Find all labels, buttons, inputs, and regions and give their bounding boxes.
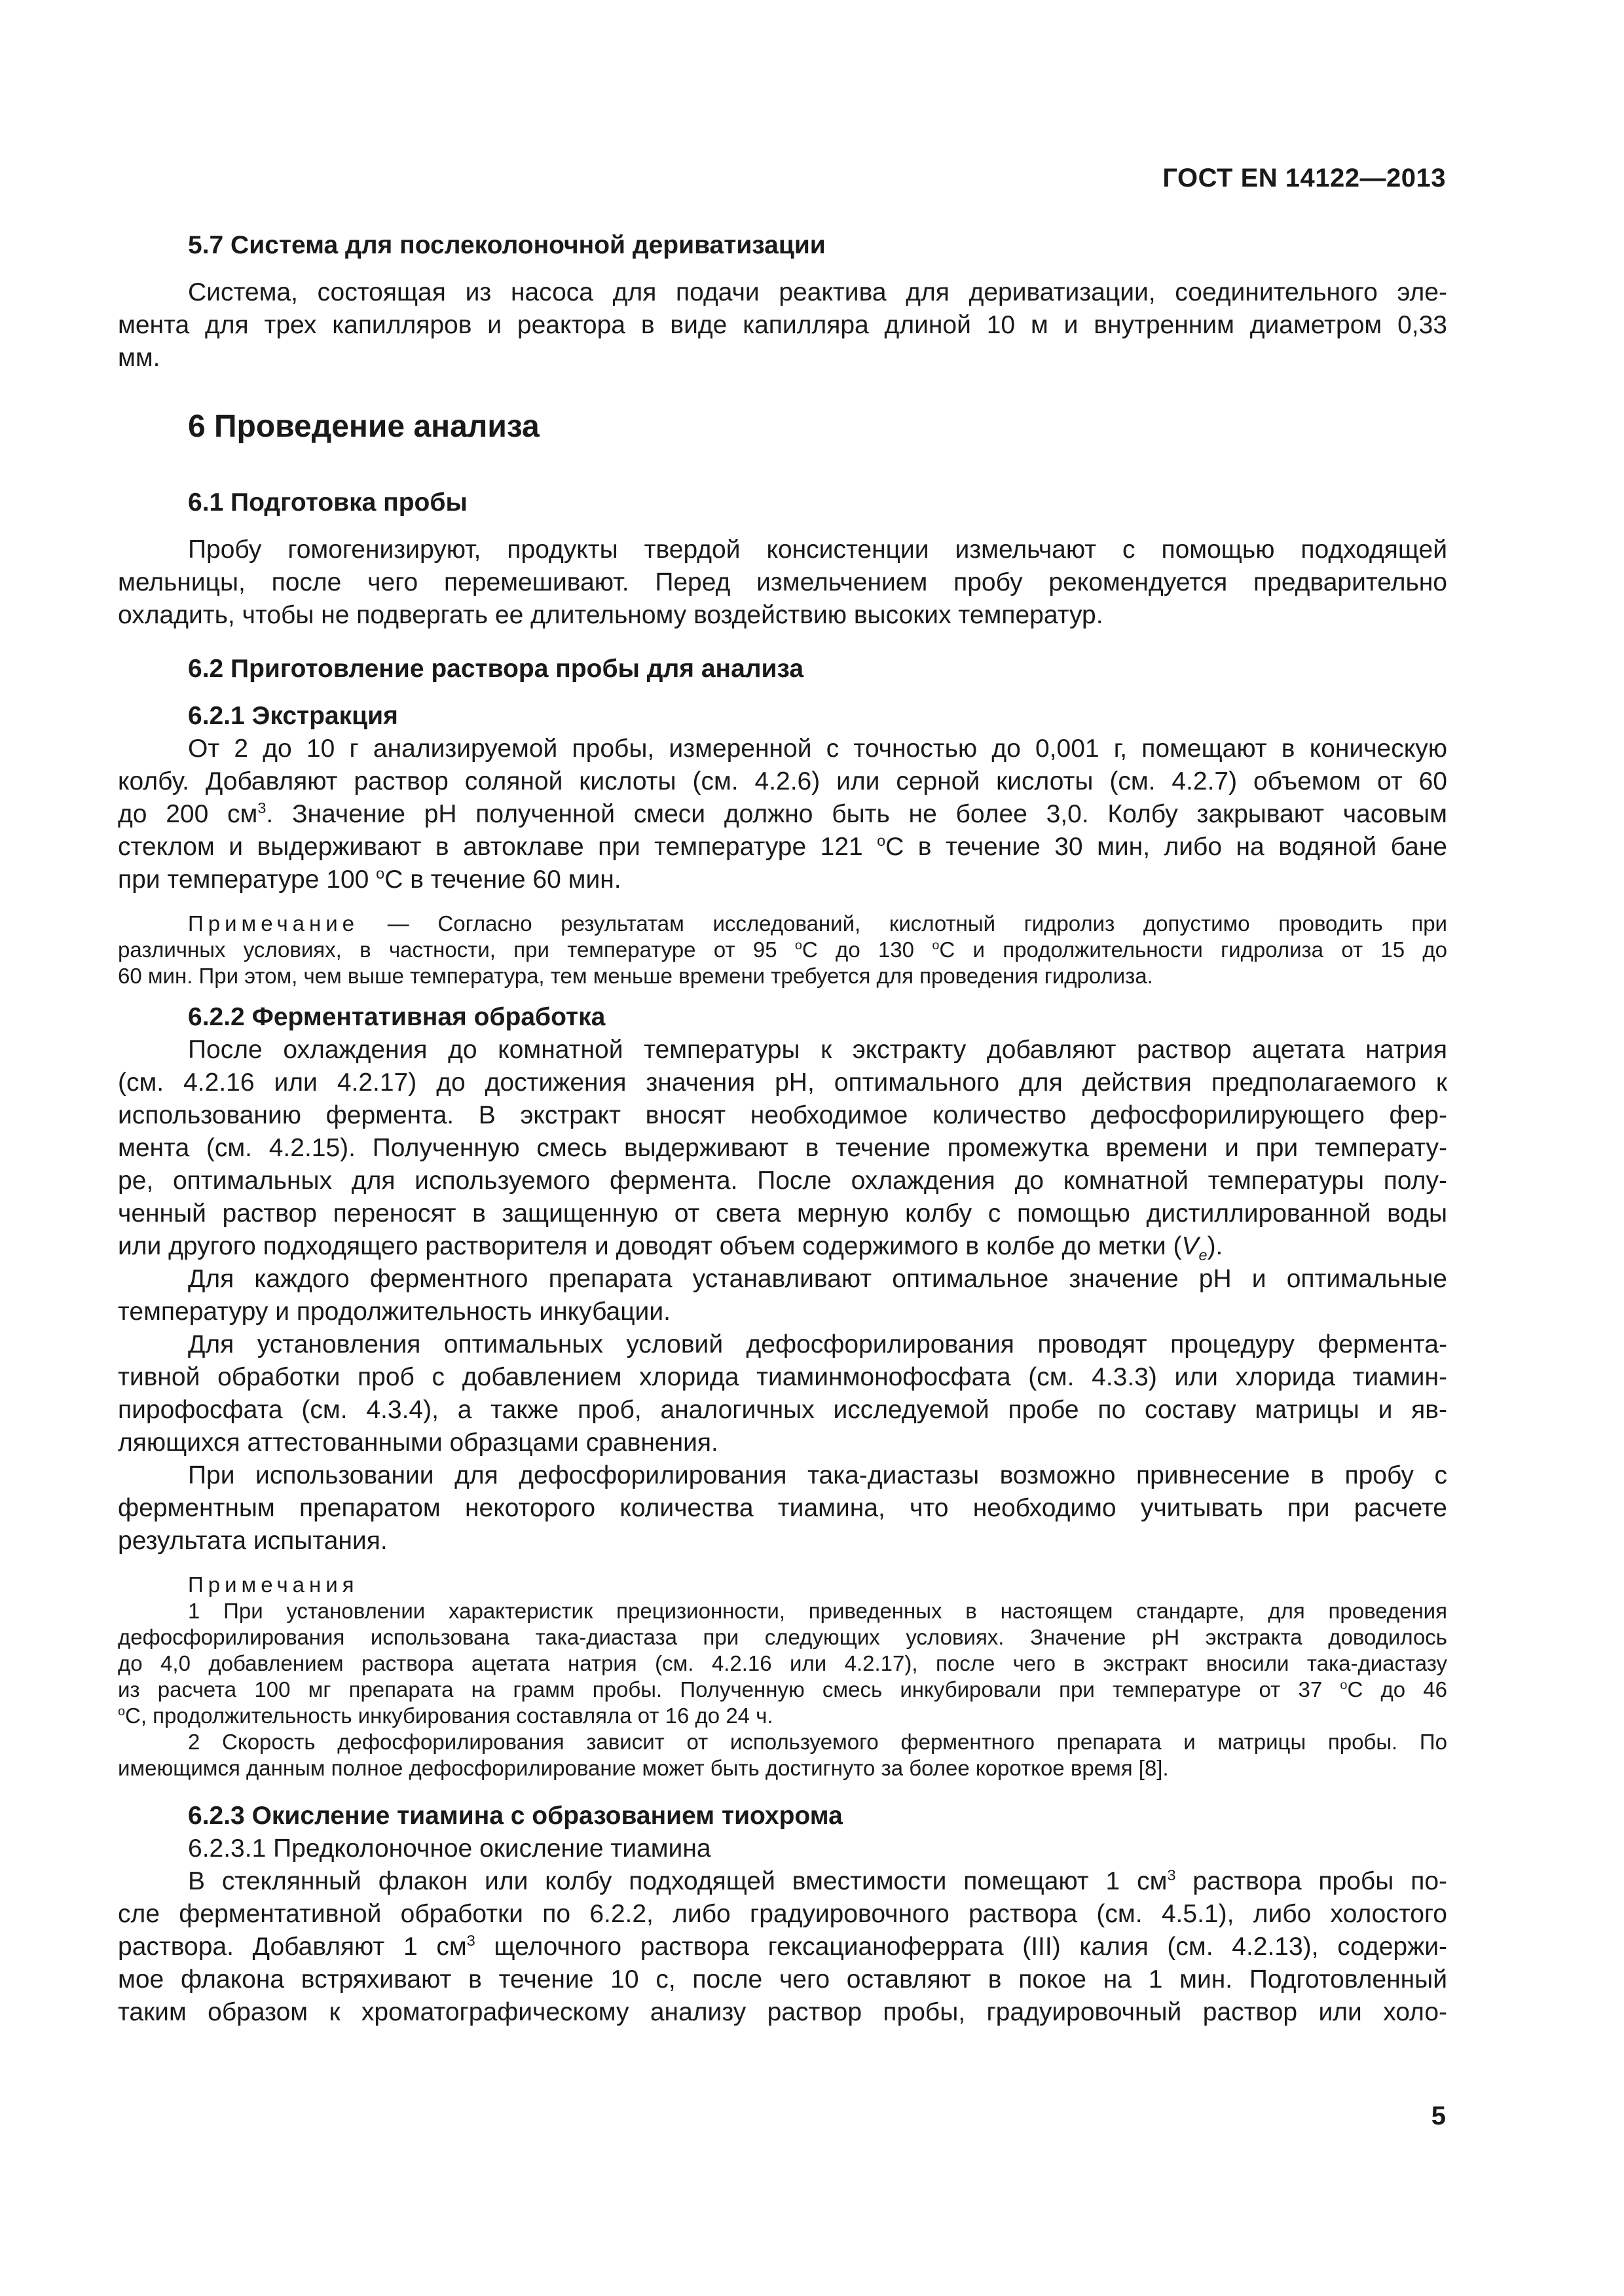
note-line: 60 мин. При этом, чем выше температура, тем меньше времени требуется для проведения гидролиза. — [118, 964, 1153, 988]
document-code: ГОСТ EN 14122—2013 — [1162, 164, 1446, 192]
text-line: ре, оптимальных для используемого фермента. После охлаждения до комнатной температуры полу- — [118, 1167, 1447, 1195]
text-line: использованию фермента. В экстракт вносят необходимое количество дефосфорилирующего фер- — [118, 1101, 1447, 1129]
superscript: 3 — [466, 1932, 475, 1949]
superscript: 3 — [257, 799, 267, 816]
text-line: После охлаждения до комнатной температуры к экстракту добавляют раствор ацетата натрия — [188, 1036, 1447, 1064]
text-line: Для каждого ферментного препарата устанавливают оптимальное значение pH и оптимальные — [188, 1265, 1447, 1293]
text-fragment: — Согласно результатам исследований, кислотный гидролиз допустимо проводить при — [359, 911, 1447, 936]
notes-label — [118, 1572, 1447, 1598]
text-line — [118, 864, 1447, 896]
section-5-7-text-cont — [118, 309, 1447, 374]
note-line: имеющимся данным полное дефосфорилирование может быть достигнуто за более короткое время [8]. — [118, 1756, 1169, 1780]
text-fragment: ). — [1207, 1232, 1223, 1260]
text-line: результата испытания. — [118, 1527, 388, 1555]
text-fragment: до 200 см — [118, 800, 258, 828]
text-fragment: С, продолжительность инкубирования составляла от 16 до 24 ч. — [125, 1704, 773, 1728]
text-line: мое флакона встряхивают в течение 10 с, после чего оставляют в покое на 1 мин. Подготовленный — [118, 1965, 1447, 1994]
note-line: 2 Скорость дефосфорилирования зависит от используемого ферментного препарата и матрицы пробы. По — [188, 1730, 1447, 1754]
text-line: охладить, чтобы не подвергать ее длительному воздействию высоких температур. — [118, 601, 1103, 629]
section-6-2-2-para-1 — [118, 1034, 1447, 1263]
section-6-title: 6 Проведение анализа — [188, 409, 540, 444]
section-5-7-text — [118, 276, 1447, 309]
text-line: сле ферментативной обработки по 6.2.2, либо градуировочного раствора (см. 4.5.1), либо холостого — [118, 1900, 1447, 1928]
section-6-2-1-title: 6.2.1 Экстракция — [188, 702, 398, 730]
text-fragment: С до 46 — [1347, 1677, 1448, 1702]
note-1 — [118, 1598, 1447, 1729]
text-fragment: или другого подходящего растворителя и доводят объем содержимого в колбе до метки ( — [118, 1232, 1182, 1260]
note-line — [118, 911, 1447, 937]
text-line: Пробу гомогенизируют, продукты твердой консистенции измельчают с помощью подходящей — [188, 536, 1447, 564]
text-line: пирофосфата (см. 4.3.4), а также проб, аналогичных исследуемой пробе по составу матрицы и яв- — [118, 1396, 1447, 1424]
superscript: o — [1340, 1678, 1348, 1692]
section-6-2-1-text — [118, 733, 1447, 896]
page-content — [118, 229, 1447, 2029]
text-line: Для установления оптимальных условий дефосфорилирования проводят процедуру фермента- — [188, 1330, 1447, 1358]
page-number: 5 — [1431, 2102, 1446, 2130]
superscript: o — [376, 865, 385, 882]
section-6-1-title: 6.1 Подготовка пробы — [188, 488, 468, 517]
note-line — [118, 1677, 1447, 1703]
text-fragment: С и продолжительности гидролиза от 15 до — [939, 938, 1447, 962]
superscript: o — [794, 938, 802, 953]
section-6-2-2-para-3 — [118, 1328, 1447, 1459]
note-6-2-1 — [118, 911, 1447, 989]
text-fragment: В стеклянный флакон или колбу подходящей вместимости помещают 1 см — [188, 1867, 1168, 1895]
section-6-1-text — [118, 534, 1447, 632]
subscript: e — [1198, 1246, 1208, 1264]
text-fragment: щелочного раствора гексацианоферрата (III) калия (см. 4.2.13), содержи- — [475, 1933, 1447, 1961]
section-6-2-2-para-2 — [118, 1263, 1447, 1328]
text-fragment: раствора. Добавляют 1 см — [118, 1933, 467, 1961]
text-line: мельницы, после чего перемешивают. Перед измельчением пробу рекомендуется предварительно — [118, 568, 1447, 596]
note-line — [118, 937, 1447, 963]
section-6-2-3-1-title: 6.2.3.1 Предколоночное окисление тиамина — [188, 1834, 711, 1863]
note-line: 1 При установлении характеристик прецизионности, приведенных в настоящем стандарте, для проведения — [188, 1599, 1447, 1623]
superscript: o — [118, 1704, 126, 1719]
text-line: мента (см. 4.2.15). Полученную смесь выдерживают в течение промежутка времени и при температу- — [118, 1134, 1447, 1162]
text-fragment: . Значение pH полученной смеси должно быть не более 3,0. Колбу закрывают часовым — [266, 800, 1447, 828]
variable-v: V — [1181, 1232, 1199, 1260]
text-fragment: из расчета 100 мг препарата на грамм пробы. Полученную смесь инкубировали при температуре от 37 — [118, 1677, 1340, 1702]
text-line: Система, состоящая из насоса для подачи реактива для дериватизации, соединительного эле- — [188, 278, 1447, 306]
text-line — [118, 1230, 1447, 1263]
text-line — [118, 798, 1447, 831]
note-line: дефосфорилирования использована така-диастаза при следующих условиях. Значение pH экстракта доводилось — [118, 1625, 1447, 1649]
text-line: колбу. Добавляют раствор соляной кислоты (см. 4.2.6) или серной кислоты (см. 4.2.7) объемом от 60 — [118, 767, 1447, 795]
text-line: ченный раствор переносят в защищенную от света мерную колбу с помощью дистиллированной воды — [118, 1199, 1447, 1228]
notes-label-text: Примечания — [188, 1573, 359, 1597]
superscript: o — [932, 938, 940, 953]
text-fragment: различных условиях, в частности, при температуре от 95 — [118, 938, 795, 962]
text-line: температуру и продолжительность инкубации. — [118, 1298, 671, 1326]
section-6-2-2-title: 6.2.2 Ферментативная обработка — [188, 1003, 606, 1031]
text-line: (см. 4.2.16 или 4.2.17) до достижения значения pH, оптимального для действия предполагаемого к — [118, 1068, 1447, 1097]
text-fragment: С до 130 — [802, 938, 932, 962]
note-2 — [118, 1729, 1447, 1781]
text-line: мента для трех капилляров и реактора в виде капилляра длиной 10 м и внутренним диаметром 0,33 — [118, 311, 1447, 339]
section-5-7-title: 5.7 Система для послеколоночной дериватизации — [188, 231, 826, 259]
text-line — [118, 831, 1447, 864]
note-label: Примечание — [188, 911, 360, 936]
text-line: мм. — [118, 344, 160, 372]
section-6-2-title: 6.2 Приготовление раствора пробы для анализа — [188, 655, 804, 683]
text-fragment: стеклом и выдерживают в автоклаве при температуре 121 — [118, 833, 877, 861]
text-line: ферментным препаратом некоторого количества тиамина, что необходимо учитывать при расчете — [118, 1494, 1447, 1522]
text-line: От 2 до 10 г анализируемой пробы, измеренной с точностью до 0,001 г, помещают в коническую — [188, 735, 1447, 763]
text-line — [118, 1865, 1447, 1898]
text-fragment: при температуре 100 — [118, 866, 377, 894]
superscript: o — [877, 832, 886, 849]
section-6-2-3-1-text — [118, 1865, 1447, 2029]
text-line: таким образом к хроматографическому анализу раствор пробы, градуировочный раствор или холо- — [118, 1998, 1447, 2026]
text-fragment: раствора пробы по- — [1175, 1867, 1448, 1895]
text-line — [118, 1931, 1447, 1963]
section-6-2-2-para-4 — [118, 1459, 1447, 1558]
text-line: тивной обработки проб с добавлением хлорида тиаминмонофосфата (см. 4.3.3) или хлорида тиамин- — [118, 1363, 1447, 1391]
text-line: При использовании для дефосфорилирования така-диастазы возможно привнесение в пробу с — [188, 1461, 1447, 1489]
text-line: ляющихся аттестованными образцами сравнения. — [118, 1429, 718, 1457]
superscript: 3 — [1167, 1867, 1176, 1884]
section-6-2-3-title: 6.2.3 Окисление тиамина с образованием тиохрома — [188, 1802, 843, 1830]
note-line: до 4,0 добавлением раствора ацетата натрия (см. 4.2.16 или 4.2.17), после чего в экстракт вносили така-диастазу — [118, 1651, 1447, 1675]
text-fragment: С в течение 30 мин, либо на водяной бане — [885, 833, 1448, 861]
note-line — [118, 1703, 1447, 1729]
text-fragment: С в течение 60 мин. — [384, 866, 621, 894]
